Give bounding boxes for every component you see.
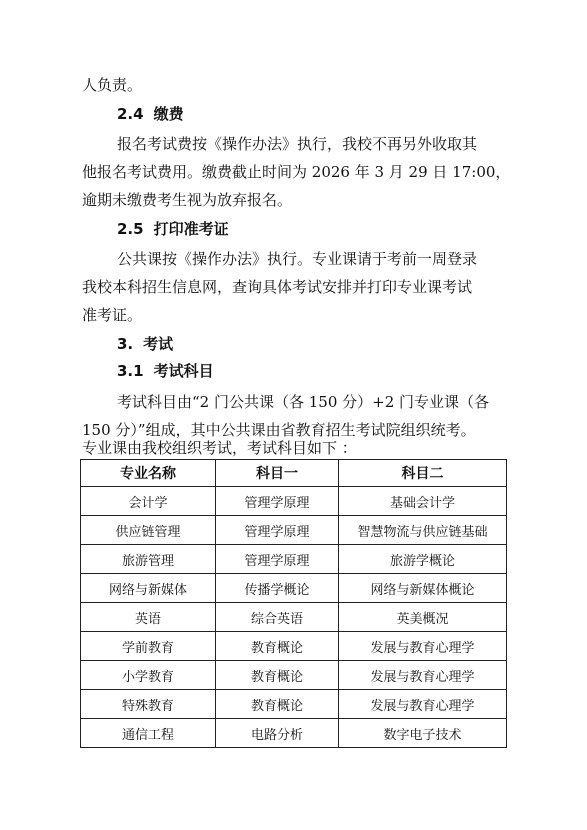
table-row [81,574,507,603]
heading-text: 考试 [143,335,174,353]
cell-subject-one: 综合英语 [216,603,339,632]
table-row [81,632,507,661]
section-heading-2-4 [117,104,184,124]
paragraph-line: 我校本科招生信息网，查询具体考试安排并打印专业课考试 [82,278,473,296]
paragraph-line: 公共课按《操作办法》执行。专业课请于考前一周登录 [117,250,478,268]
cell-subject-two: 数字电子技术 [339,719,507,748]
paragraph-line: 逾期未缴费考生视为放弃报名。 [82,191,293,209]
cell-subject-one: 教育概论 [216,632,339,661]
cell-major: 小学教育 [81,661,216,690]
heading-number: 2.4 [117,105,144,123]
header-major-name: 专业名称 [81,460,216,487]
paragraph-line: 专业课由我校组织考试，考试科目如下 ： [82,439,357,457]
paragraph-line: 报名考试费按《操作办法》执行，我校不再另外收取其 [117,135,478,153]
heading-number: 3.1 [117,362,144,380]
cell-subject-one: 管理学原理 [216,487,339,516]
cell-subject-one: 教育概论 [216,661,339,690]
cell-subject-one: 管理学原理 [216,516,339,545]
heading-number: 3. [117,335,134,353]
cell-subject-one: 传播学概论 [216,574,339,603]
cell-major: 旅游管理 [81,545,216,574]
table-row [81,487,507,516]
cell-major: 网络与新媒体 [81,574,216,603]
cell-subject-two: 旅游学概论 [339,545,507,574]
table-row [81,603,507,632]
cell-subject-two: 发展与教育心理学 [339,690,507,719]
section-heading-2-5 [117,219,229,239]
cell-major: 英语 [81,603,216,632]
paragraph-line: 150 分）”组成，其中公共课由省教育招生考试院组织统考。 [82,421,476,439]
paragraph-line: 准考证。 [82,306,143,324]
table-row [81,690,507,719]
cell-major: 会计学 [81,487,216,516]
header-subject-two: 科目二 [339,460,507,487]
table-row [81,545,507,574]
cell-subject-two: 网络与新媒体概论 [339,574,507,603]
cell-subject-one: 教育概论 [216,690,339,719]
heading-number: 2.5 [117,220,144,238]
cell-major: 通信工程 [81,719,216,748]
paragraph-line: 考试科目由“2 门公共课（各 150 分）+2 门专业课（各 [117,393,490,411]
cell-subject-one: 电路分析 [216,719,339,748]
section-heading-3 [117,334,173,354]
header-subject-one: 科目一 [216,460,339,487]
heading-text: 缴费 [153,105,184,123]
heading-text: 考试科目 [153,362,214,380]
cell-subject-two: 英美概况 [339,603,507,632]
heading-text: 打印准考证 [153,220,229,238]
table-row [81,516,507,545]
cell-subject-one: 管理学原理 [216,545,339,574]
cell-subject-two: 发展与教育心理学 [339,632,507,661]
cell-major: 学前教育 [81,632,216,661]
paragraph-line: 他报名考试费用。缴费截止时间为 2026 年 3 月 29 日 17:00， [82,163,511,181]
exam-subjects-table [80,459,507,748]
cell-major: 供应链管理 [81,516,216,545]
section-heading-3-1 [117,361,214,381]
table-row [81,661,507,690]
cell-subject-two: 基础会计学 [339,487,507,516]
cell-subject-two: 智慧物流与供应链基础 [339,516,507,545]
table-row [81,719,507,748]
table-header-row [81,460,507,487]
paragraph-line: 人负责。 [82,76,143,94]
cell-subject-two: 发展与教育心理学 [339,661,507,690]
cell-major: 特殊教育 [81,690,216,719]
